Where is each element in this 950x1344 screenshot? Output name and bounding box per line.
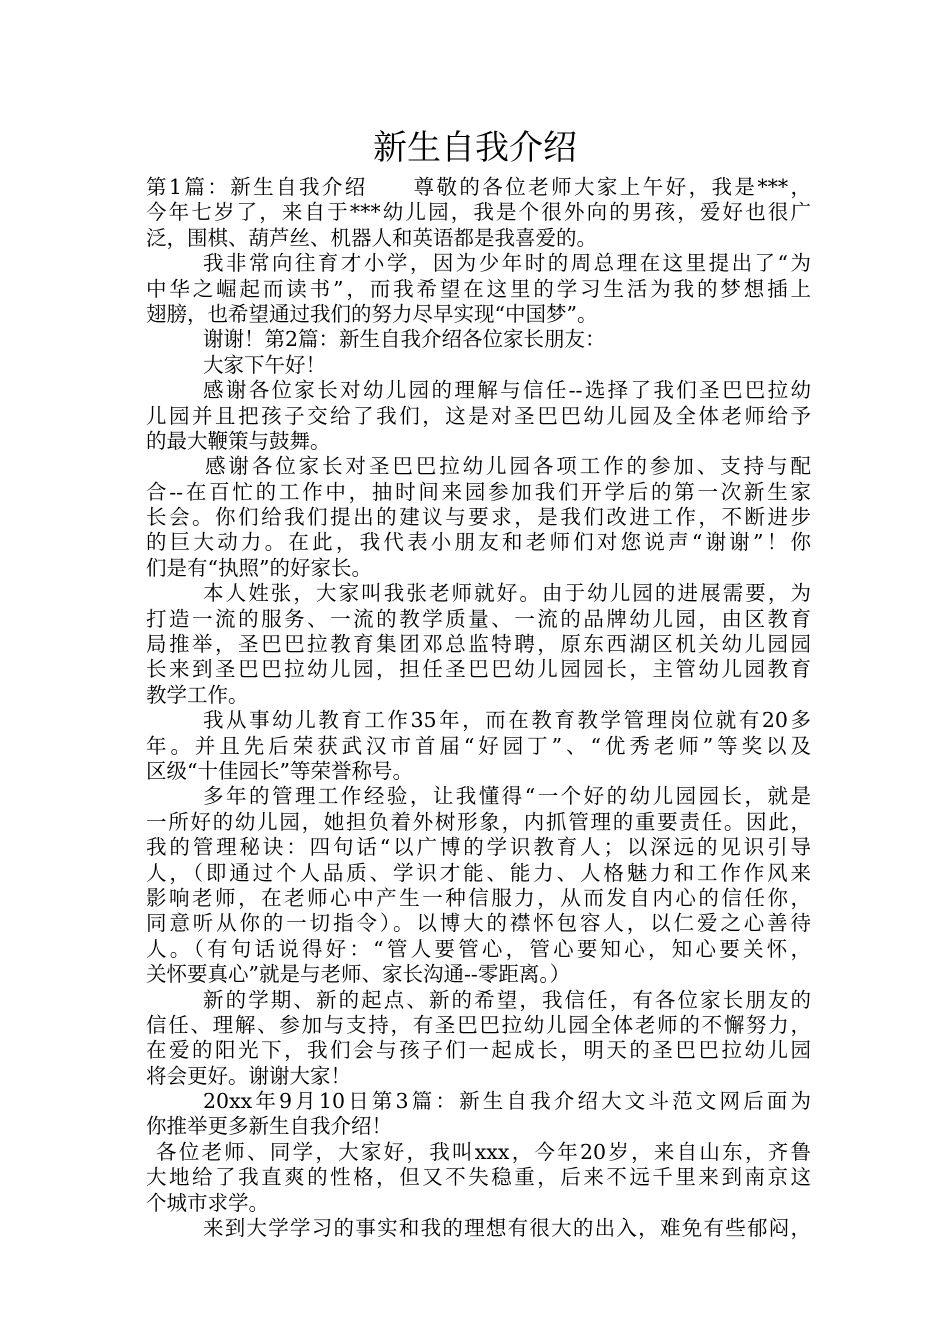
text-line: 年。并且先后荣获武汉市首届“好园丁”、“优秀老师”等奖以及	[146, 733, 811, 758]
text-line: 今年七岁了，来自于***幼儿园，我是个很外向的男孩，爱好也很广	[146, 200, 811, 225]
text-line: 们是有“执照”的好家长。	[146, 555, 372, 580]
text-line: 长来到圣巴巴拉幼儿园，担任圣巴巴幼儿园园长，主管幼儿园教育	[146, 657, 811, 682]
text-line: 你推举更多新生自我介绍！	[146, 1114, 392, 1139]
text-line: 区级“十佳园长”等荣誉称号。	[146, 758, 413, 783]
text-line: 第1篇：新生自我介绍 尊敬的各位老师大家上午好，我是***，	[146, 175, 811, 199]
text-line: 新的学期、新的起点、新的希望，我信任，有各位家长朋友的	[203, 987, 811, 1012]
text-line: 局推举，圣巴巴拉教育集团邓总监特聘，原东西湖区机关幼儿园园	[146, 632, 811, 657]
text-line: 信任、理解、参加与支持，有圣巴巴拉幼儿园全体老师的不懈努力，	[146, 1012, 811, 1037]
text-line: 教学工作。	[146, 682, 249, 707]
text-line: 泛，围棋、葫芦丝、机器人和英语都是我喜爱的。	[146, 225, 597, 250]
text-line: 来到大学学习的事实和我的理想有很大的出入，难免有些郁闷，	[203, 1216, 811, 1241]
text-line: 合--在百忙的工作中，抽时间来园参加我们开学后的第一次新生家	[146, 479, 811, 504]
text-line: 本人姓张，大家叫我张老师就好。由于幼儿园的进展需要，为	[203, 581, 811, 606]
text-line: 的最大鞭策与鼓舞。	[146, 428, 331, 453]
text-line: 将会更好。谢谢大家！	[146, 1063, 351, 1088]
text-line: 长会。你们给我们提出的建议与要求，是我们改进工作，不断进步	[146, 505, 811, 530]
text-line: 一所好的幼儿园，她担负着外树形象，内抓管理的重要责任。因此，	[146, 809, 811, 834]
text-line: 在爱的阳光下，我们会与孩子们一起成长，明天的圣巴巴拉幼儿园	[146, 1038, 811, 1063]
text-line: 中华之崛起而读书”，而我希望在这里的学习生活为我的梦想插上	[146, 276, 811, 301]
text-line: 同意听从你的一切指令）。以博大的襟怀包容人，以仁爱之心善待	[146, 911, 811, 936]
text-line: 我非常向往育才小学，因为少年时的周总理在这里提出了“为	[203, 251, 811, 276]
text-line: 20xx年9月10日第3篇：新生自我介绍大文斗范文网后面为	[203, 1089, 811, 1114]
document-body	[146, 175, 811, 1241]
text-line: 影响老师，在老师心中产生一种信服力，从而发自内心的信任你，	[146, 885, 811, 910]
text-line: 谢谢！第2篇：新生自我介绍各位家长朋友：	[203, 327, 606, 352]
text-line: 各位老师、同学，大家好，我叫xxx，今年20岁，来自山东，齐鲁	[156, 1139, 811, 1164]
text-line: 打造一流的服务、一流的教学质量、一流的品牌幼儿园，由区教育	[146, 606, 811, 631]
text-line: 儿园并且把孩子交给了我们，这是对圣巴巴幼儿园及全体老师给予	[146, 403, 811, 428]
text-line: 大家下午好！	[203, 352, 326, 377]
text-line: 我的管理秘诀：四句话“以广博的学识教育人；以深远的见识引导	[146, 835, 811, 860]
text-line: 人，（即通过个人品质、学识才能、能力、人格魅力和工作作风来	[146, 860, 811, 885]
text-line: 感谢各位家长对幼儿园的理解与信任--选择了我们圣巴巴拉幼	[203, 378, 811, 403]
text-line: 人。（有句话说得好：“管人要管心，管心要知心，知心要关怀，	[146, 936, 811, 961]
text-line: 个城市求学。	[146, 1190, 269, 1215]
text-line: 我从事幼儿教育工作35年，而在教育教学管理岗位就有20多	[203, 708, 811, 733]
text-line: 多年的管理工作经验，让我懂得“一个好的幼儿园园长，就是	[203, 784, 811, 809]
text-line: 的巨大动力。在此，我代表小朋友和老师们对您说声“谢谢”！你	[146, 530, 811, 555]
text-line: 关怀要真心”就是与老师、家长沟通--零距离。）	[146, 962, 571, 987]
document-title: 新生自我介绍	[373, 128, 577, 168]
text-line: 大地给了我直爽的性格，但又不失稳重，后来不远千里来到南京这	[146, 1165, 811, 1190]
text-line: 感谢各位家长对圣巴巴拉幼儿园各项工作的参加、支持与配	[205, 454, 811, 479]
text-line: 翅膀，也希望通过我们的努力尽早实现“中国梦”。	[146, 301, 598, 326]
